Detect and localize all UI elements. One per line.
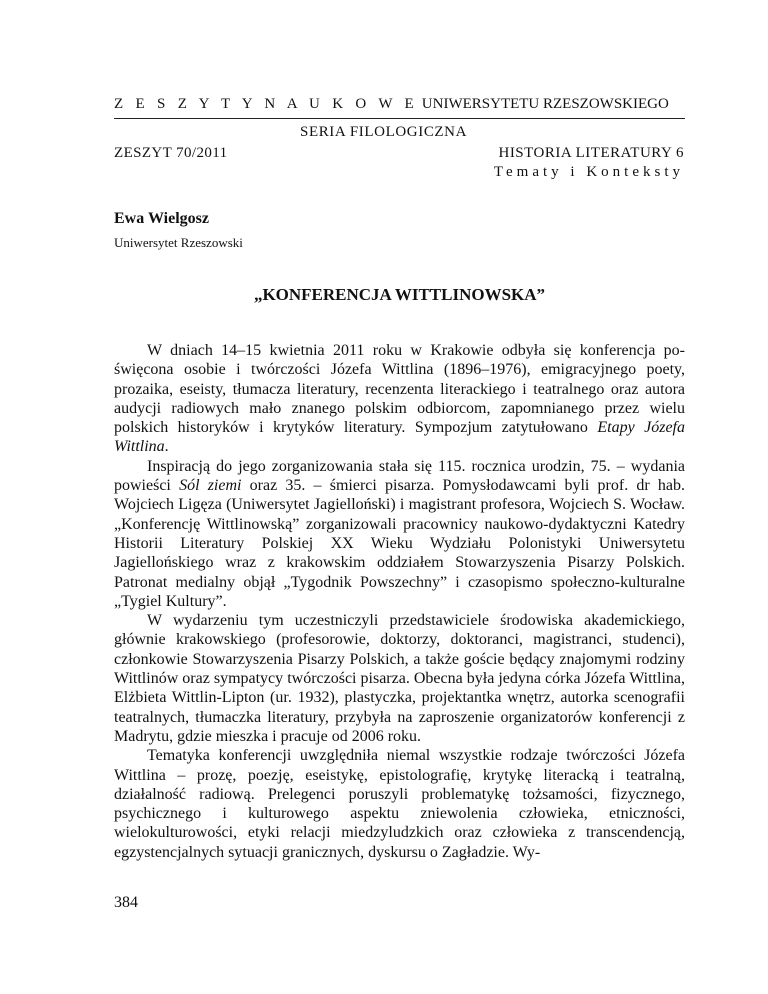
journal-name-rest: UNIWERSYTETU RZESZOWSKIEGO — [421, 96, 669, 112]
header-rule — [114, 118, 685, 119]
paragraph: W wydarzeniu tym uczestniczyli przedstawiciele środowiska akademickiego, głównie krakowskiego (profesorowie, doktorzy, doktoranci, magistranci, studenci), członkowie Stowarzyszenia Pisarzy Polskich, a także goście będący znajomymi rodziny Wittlinów oraz sympatycy twórczości pisarza. Obecna była jedyna córka Józefa Wittlina, Elżbieta Wittlin-Lipton (ur. 1932), plastyczka, projektantka wnętrz, autorka scenografii teatralnych, tłumaczka literatury, przybyła na zaproszenie organizatorów konferencji z Madrytu, gdzie mieszka i pracuje od 2006 roku. — [114, 612, 685, 745]
author-affiliation: Uniwersytet Rzeszowski — [114, 235, 243, 250]
series-name: SERIA FILOLOGICZNA — [300, 124, 468, 140]
journal-name — [114, 96, 669, 113]
paragraph: W dniach 14–15 kwietnia 2011 roku w Krakowie odbyła się konferencja poświęcona osobie i twórczości Józefa Wittlina (1896–1976), emigracyjnego poety, prozaika, eseisty, tłumacza literatury, recenzenta literackiego i teatralnego oraz autora audycji radiowych mało znanego polskim odbiorcom, zapomnianego przez wielu polskich historyków i krytyków literatury. Sympozjum zatytułowano Etapy Józefa Wittlina. — [114, 342, 685, 456]
italic-title: Sól ziemi — [179, 477, 242, 495]
italic-title: Etapy Józefa Wittlina — [114, 419, 685, 456]
author-name: Ewa Wielgosz — [114, 210, 209, 227]
page-number: 384 — [114, 894, 138, 911]
paragraph: Tematyka konferencji uwzględniła niemal wszystkie rodzaje twórczości Józefa Wittlina – prozę, poezję, eseistykę, epistolografię, krytykę literacką i teatralną, działalność radiową. Prelegenci poruszyli problematykę tożsamości, fizycznego, psychicznego i kulturowego aspektu zniewolenia człowieka, etniczności, wielokulturowości, etyki relacji miedzyludzkich oraz człowieka z transcendencją, egzystencjalnych sytuacji granicznych, dyskursu o Zagładzie. Wy- — [114, 747, 685, 861]
journal-name-spaced: Z E S Z Y T Y N A U K O W E — [114, 96, 419, 112]
article-title: „KONFERENCJA WITTLINOWSKA” — [253, 285, 546, 304]
article-body — [114, 341, 685, 862]
issue-number: ZESZYT 70/2011 — [114, 145, 228, 161]
subsection-name: Tematy i Konteksty — [493, 164, 684, 180]
paragraph: Inspiracją do jego zorganizowania stała się 115. rocznica urodzin, 75. – wydania powieści Sól ziemi oraz 35. – śmierci pisarza. Pomysłodawcami byli prof. dr hab. Wojciech Ligęza (Uniwersytet Jagielloński) i magistrant profesora, Wojciech S. Wocław. „Konferencję Wittlinowską” zorganizowali pracownicy naukowo-dydaktyczni Katedry Historii Literatury Polskiej XX Wieku Wydziału Polonistyki Uniwersytetu Jagiellońskiego wraz z krakowskim oddziałem Stowarzyszenia Pisarzy Polskich. Patronat medialny objął „Tygodnik Powszechny” i czasopismo społeczno-kulturalne „Tygiel Kultury”. — [114, 457, 686, 610]
section-name: HISTORIA LITERATURY 6 — [498, 145, 684, 161]
